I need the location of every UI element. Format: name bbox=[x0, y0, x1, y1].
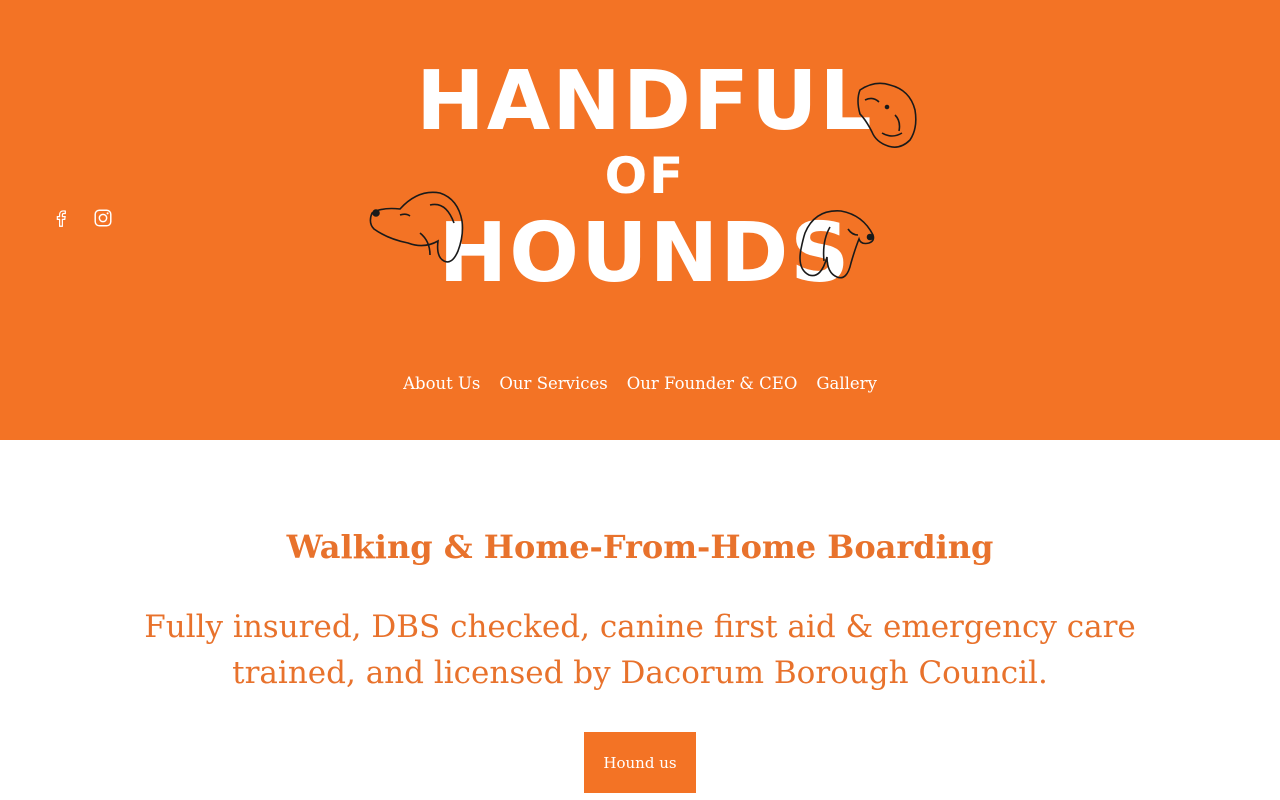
dog-illustrations bbox=[360, 55, 930, 310]
hound-us-button[interactable]: Hound us bbox=[584, 732, 696, 793]
logo-text-of: OF bbox=[604, 147, 686, 205]
nav-item-our-services[interactable]: Our Services bbox=[499, 374, 608, 393]
bulldog-icon bbox=[858, 83, 916, 147]
site-logo[interactable] bbox=[360, 55, 930, 310]
dachshund-icon bbox=[370, 192, 462, 262]
facebook-icon bbox=[50, 207, 72, 229]
social-links bbox=[50, 207, 114, 229]
instagram-link[interactable] bbox=[92, 207, 114, 229]
nav-item-gallery[interactable]: Gallery bbox=[816, 374, 877, 393]
instagram-icon bbox=[92, 207, 114, 229]
logo-text-handful: HANDFUL bbox=[416, 54, 874, 149]
logo-text-hounds: HOUNDS bbox=[438, 206, 852, 301]
nav-item-about-us[interactable]: About Us bbox=[403, 374, 481, 393]
hound-icon bbox=[800, 211, 874, 278]
nav-item-our-founder[interactable]: Our Founder & CEO bbox=[626, 374, 798, 393]
hero-subline: Fully insured, DBS checked, canine first aid & emergency care trained, and licensed by Dacorum Borough Council. bbox=[144, 609, 1136, 691]
main-nav bbox=[0, 372, 1280, 396]
hero-headline: Walking & Home-From-Home Boarding bbox=[286, 528, 994, 566]
facebook-link[interactable] bbox=[50, 207, 72, 229]
